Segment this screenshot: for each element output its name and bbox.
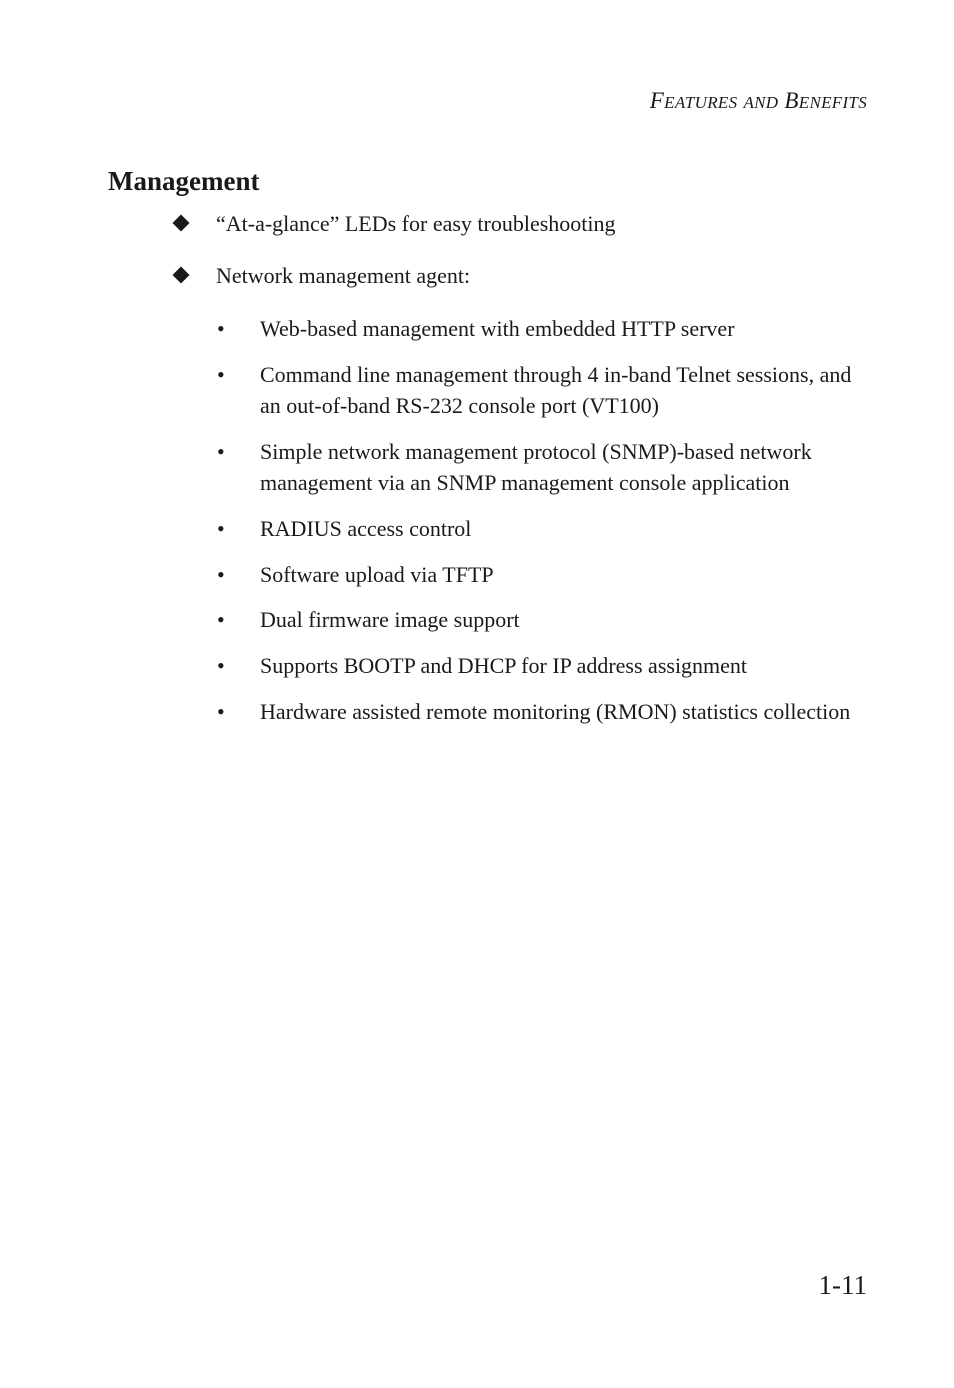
diamond-bullet-icon	[173, 267, 190, 284]
agent-item-radius: RADIUS access control	[260, 516, 472, 541]
section-title: Management	[108, 166, 260, 196]
feature-item-leds: “At-a-glance” LEDs for easy troubleshooting	[216, 211, 616, 236]
bullet-icon: •	[217, 439, 225, 464]
bullet-icon: •	[217, 653, 225, 678]
bullet-icon: •	[217, 362, 225, 387]
running-head-and: AND	[743, 93, 779, 112]
agent-item-firmware: Dual firmware image support	[260, 607, 520, 632]
agent-item-web: Web-based management with embedded HTTP server	[260, 316, 735, 341]
feature-item-network-agent: Network management agent:	[216, 263, 471, 288]
running-head-eatures: EATURES	[664, 93, 738, 112]
bullet-icon: •	[217, 607, 225, 632]
bullet-icon: •	[217, 562, 225, 587]
agent-item-bootp: Supports BOOTP and DHCP for IP address assignment	[260, 653, 748, 678]
bullet-icon: •	[217, 516, 225, 541]
diamond-bullet-icon	[173, 215, 190, 232]
running-head-enefits: ENEFITS	[798, 93, 867, 112]
page-number: 1-11	[818, 1270, 867, 1300]
running-head	[650, 88, 867, 114]
agent-item-rmon: Hardware assisted remote monitoring (RMON) statistics collection	[260, 699, 851, 724]
running-head-b: B	[784, 88, 799, 113]
bullet-icon: •	[217, 316, 225, 341]
agent-item-tftp: Software upload via TFTP	[260, 562, 494, 587]
bullet-icon: •	[217, 699, 225, 724]
agent-item-snmp: Simple network management protocol (SNMP)-based network management via an SNMP management console application	[260, 439, 812, 495]
agent-item-cli: Command line management through 4 in-band Telnet sessions, and an out-of-band RS-232 console port (VT100)	[260, 362, 852, 418]
running-head-f: F	[649, 88, 665, 113]
